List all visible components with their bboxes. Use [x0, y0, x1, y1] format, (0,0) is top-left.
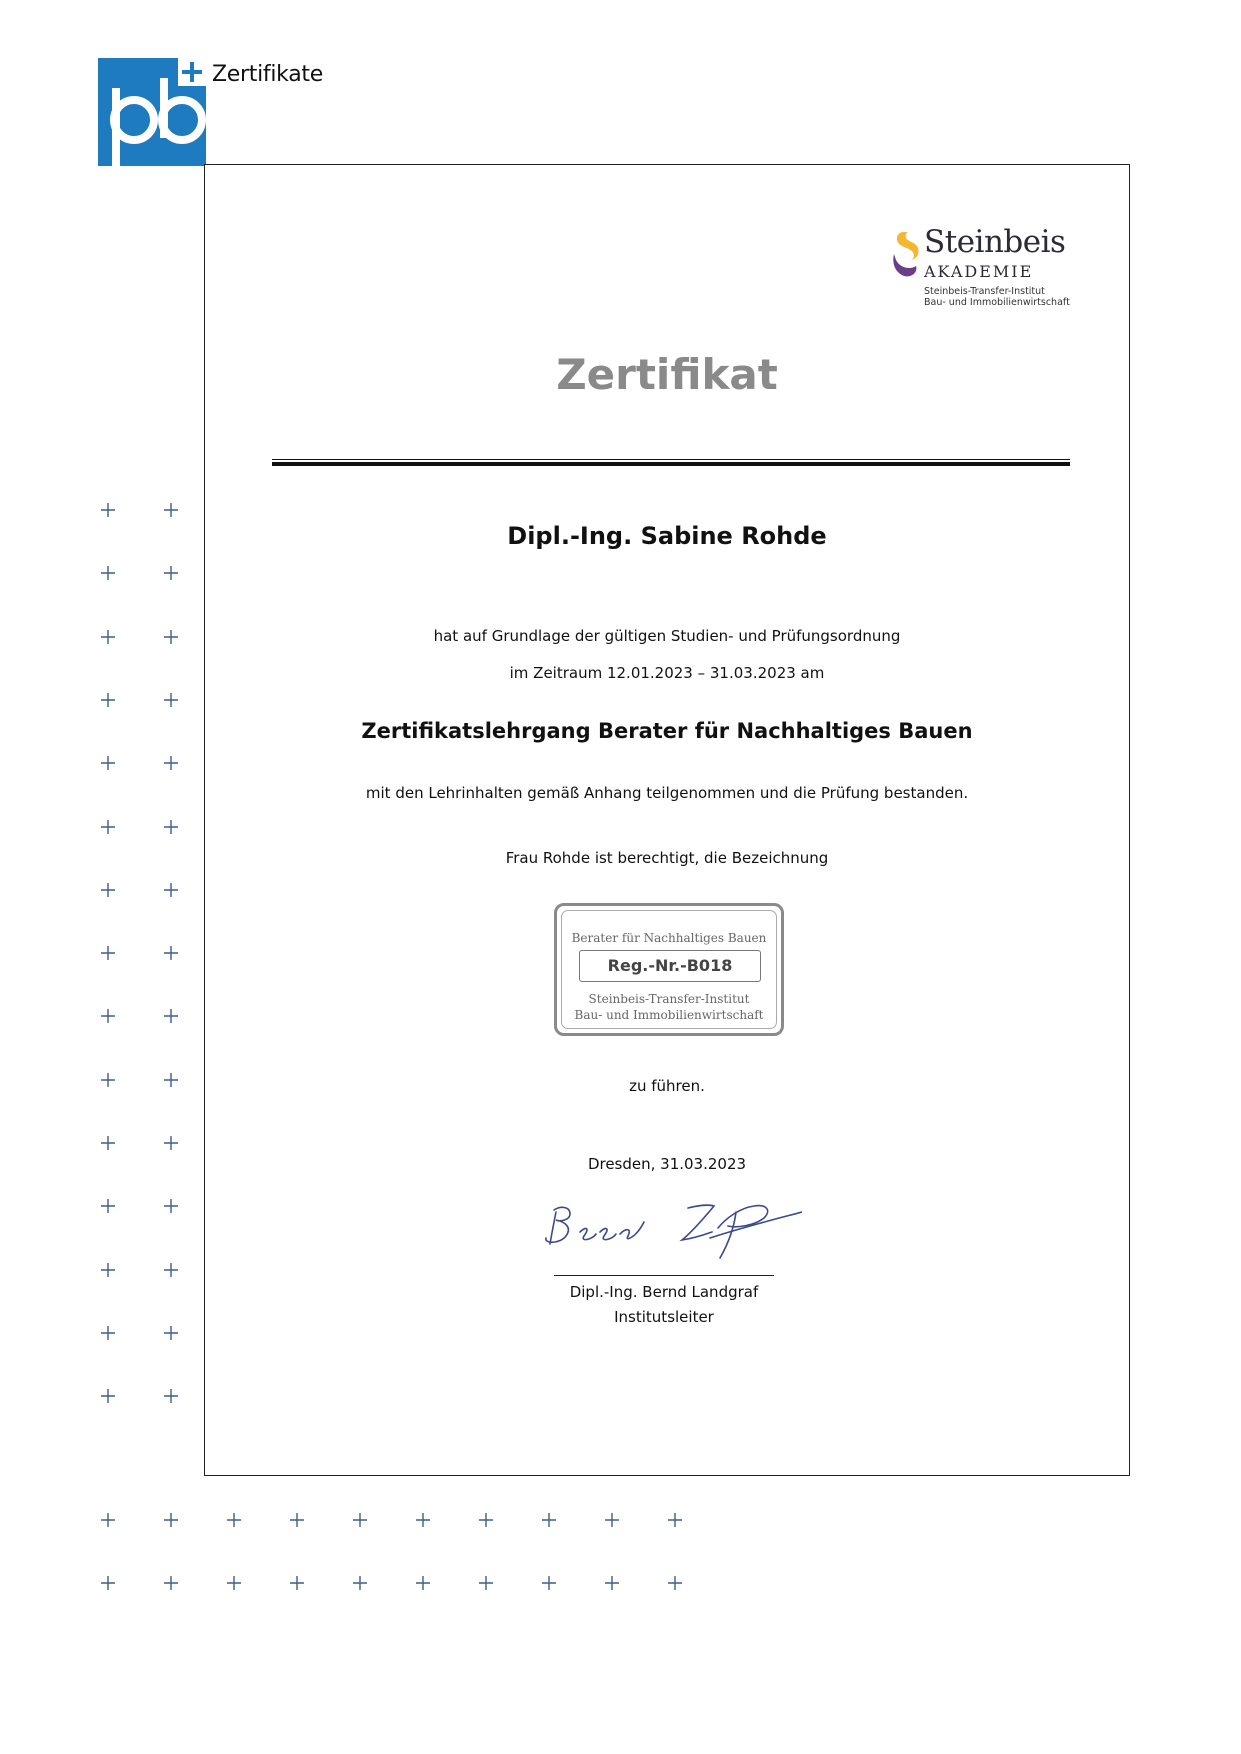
- seal-reg-number: Reg.-Nr.-B018: [579, 950, 761, 982]
- plus-icon: [605, 1513, 619, 1527]
- certificate-title: Zertifikat: [556, 350, 778, 399]
- plus-icon: [164, 630, 178, 644]
- plus-icon: [101, 1263, 115, 1277]
- plus-icon: [164, 566, 178, 580]
- plus-icon: [101, 1576, 115, 1590]
- period-text: im Zeitraum 12.01.2023 – 31.03.2023 am: [509, 664, 825, 682]
- plus-icon: [101, 1513, 115, 1527]
- steinbeis-mark-icon: [890, 230, 920, 280]
- basis-text: hat auf Grundlage der gültigen Studien- und Prüfungsordnung: [433, 627, 901, 645]
- recipient-name: Dipl.-Ing. Sabine Rohde: [507, 522, 827, 550]
- plus-icon: [290, 1513, 304, 1527]
- issuer-name: Steinbeis: [924, 224, 1066, 260]
- plus-icon: [164, 1326, 178, 1340]
- plus-icon: [416, 1513, 430, 1527]
- plus-icon: [353, 1576, 367, 1590]
- plus-icon: [164, 946, 178, 960]
- plus-icon: [668, 1576, 682, 1590]
- issuer-line-1: Steinbeis-Transfer-Institut: [924, 286, 1045, 297]
- section-label: Zertifikate: [212, 62, 323, 87]
- plus-icon: [101, 630, 115, 644]
- plus-icon: [164, 756, 178, 770]
- pb-plus-logo-icon: [98, 58, 206, 166]
- plus-icon: [101, 1326, 115, 1340]
- plus-icon: [353, 1513, 367, 1527]
- designation-seal: [554, 903, 784, 1036]
- plus-icon: [101, 756, 115, 770]
- plus-icon: [164, 503, 178, 517]
- signature-image: [540, 1198, 802, 1268]
- seal-institute-line-2: Bau- und Immobilienwirtschaft: [574, 1008, 764, 1022]
- plus-icon: [227, 1576, 241, 1590]
- plus-icon: [290, 1576, 304, 1590]
- plus-icon: [101, 820, 115, 834]
- plus-icon: [668, 1513, 682, 1527]
- closing-text: zu führen.: [629, 1077, 705, 1095]
- plus-icon: [101, 883, 115, 897]
- plus-icon: [101, 693, 115, 707]
- plus-icon: [101, 1136, 115, 1150]
- steinbeis-logo: [890, 226, 1070, 312]
- plus-icon: [101, 1389, 115, 1403]
- issuer-line-2: Bau- und Immobilienwirtschaft: [924, 297, 1070, 308]
- plus-icon: [164, 693, 178, 707]
- place-date: Dresden, 31.03.2023: [587, 1155, 747, 1173]
- entitlement-text: Frau Rohde ist berechtigt, die Bezeichnung: [505, 849, 829, 867]
- seal-designation: Berater für Nachhaltiges Bauen: [571, 931, 767, 945]
- plus-icon: [101, 946, 115, 960]
- signer-name: Dipl.-Ing. Bernd Landgraf: [569, 1283, 759, 1301]
- plus-icon: [605, 1576, 619, 1590]
- plus-icon: [542, 1513, 556, 1527]
- plus-icon: [479, 1513, 493, 1527]
- signer-role: Institutsleiter: [614, 1308, 714, 1326]
- plus-icon: [164, 1513, 178, 1527]
- signature-line: [554, 1275, 774, 1276]
- plus-icon: [164, 820, 178, 834]
- plus-icon: [227, 1513, 241, 1527]
- seal-institute-line-1: Steinbeis-Transfer-Institut: [588, 992, 750, 1006]
- plus-icon: [164, 1389, 178, 1403]
- plus-icon: [101, 1009, 115, 1023]
- plus-icon: [416, 1576, 430, 1590]
- plus-icon: [101, 503, 115, 517]
- title-divider-thin: [272, 459, 1070, 460]
- course-title: Zertifikatslehrgang Berater für Nachhaltiges Bauen: [361, 719, 973, 743]
- plus-icon: [164, 1136, 178, 1150]
- plus-icon: [542, 1576, 556, 1590]
- result-text: mit den Lehrinhalten gemäß Anhang teilgenommen und die Prüfung bestanden.: [365, 784, 969, 802]
- title-divider-thick: [272, 462, 1070, 466]
- plus-icon: [164, 1576, 178, 1590]
- plus-icon: [101, 566, 115, 580]
- plus-icon: [164, 883, 178, 897]
- plus-icon: [164, 1009, 178, 1023]
- plus-icon: [479, 1576, 493, 1590]
- issuer-subtitle: AKADEMIE: [924, 262, 1034, 281]
- plus-icon: [164, 1073, 178, 1087]
- plus-icon: [164, 1263, 178, 1277]
- plus-icon: [164, 1199, 178, 1213]
- plus-icon: [101, 1073, 115, 1087]
- plus-icon: [101, 1199, 115, 1213]
